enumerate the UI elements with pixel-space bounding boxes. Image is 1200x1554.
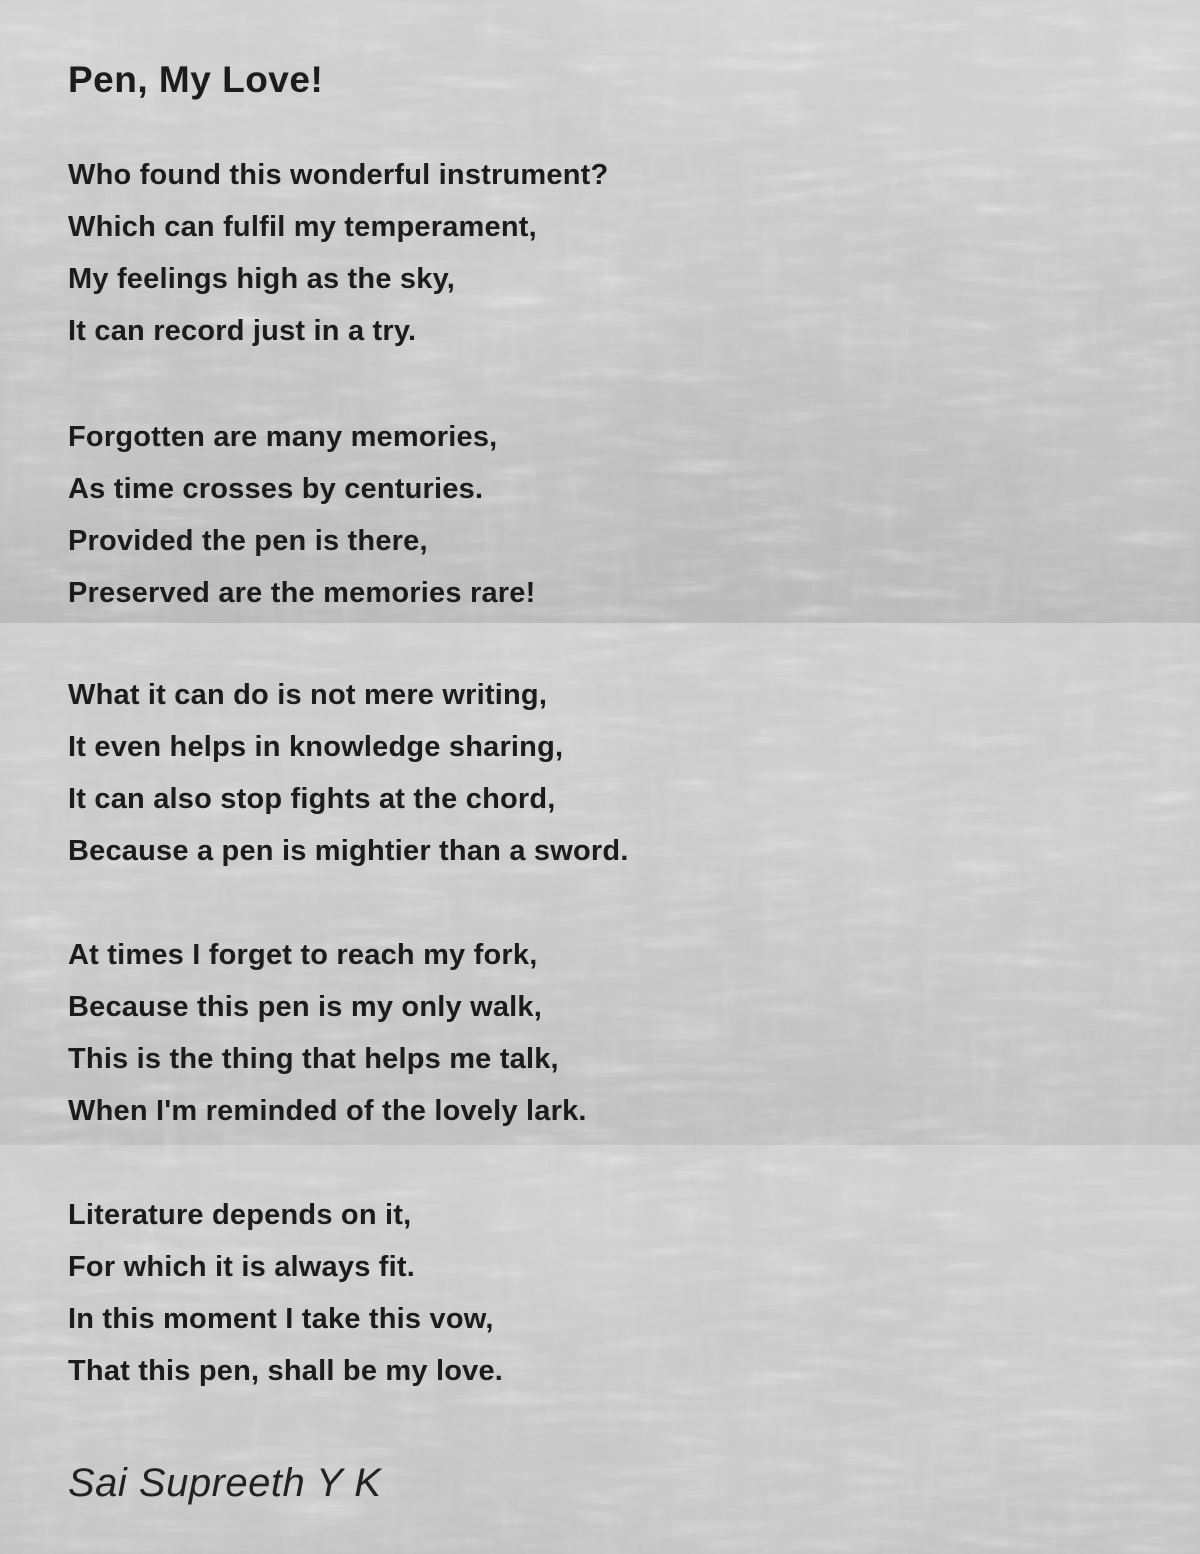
stanza-3 bbox=[68, 669, 1160, 877]
poem-line: What it can do is not mere writing, bbox=[68, 679, 548, 711]
poem-line: This is the thing that helps me talk, bbox=[68, 1043, 559, 1075]
poem-line: My feelings high as the sky, bbox=[68, 263, 456, 295]
poem-line: Because a pen is mightier than a sword. bbox=[68, 835, 629, 867]
poem-line: At times I forget to reach my fork, bbox=[68, 939, 538, 971]
poem-line: It can also stop fights at the chord, bbox=[68, 783, 556, 815]
poem-title: Pen, My Love! bbox=[68, 59, 324, 100]
poem-line: Preserved are the memories rare! bbox=[68, 577, 536, 609]
stanza-5 bbox=[68, 1189, 1160, 1397]
poem-line: As time crosses by centuries. bbox=[68, 473, 484, 505]
stanza-1 bbox=[68, 149, 1160, 357]
poem-line: It even helps in knowledge sharing, bbox=[68, 731, 564, 763]
poem-line: Literature depends on it, bbox=[68, 1199, 412, 1231]
poem-author-signature: Sai Supreeth Y K bbox=[68, 1461, 382, 1505]
poem-line: Forgotten are many memories, bbox=[68, 421, 498, 453]
poem-line: It can record just in a try. bbox=[68, 315, 417, 347]
poem-line: That this pen, shall be my love. bbox=[68, 1355, 504, 1387]
poem-line: Because this pen is my only walk, bbox=[68, 991, 542, 1023]
stanza-2 bbox=[68, 411, 1160, 619]
poem-line: Which can fulfil my temperament, bbox=[68, 211, 537, 243]
poem-line: When I'm reminded of the lovely lark. bbox=[68, 1095, 587, 1127]
stanza-4 bbox=[68, 929, 1160, 1137]
poem-line: Who found this wonderful instrument? bbox=[68, 159, 609, 191]
poem-line: Provided the pen is there, bbox=[68, 525, 428, 557]
poem-line: For which it is always fit. bbox=[68, 1251, 416, 1283]
poem-line: In this moment I take this vow, bbox=[68, 1303, 494, 1335]
